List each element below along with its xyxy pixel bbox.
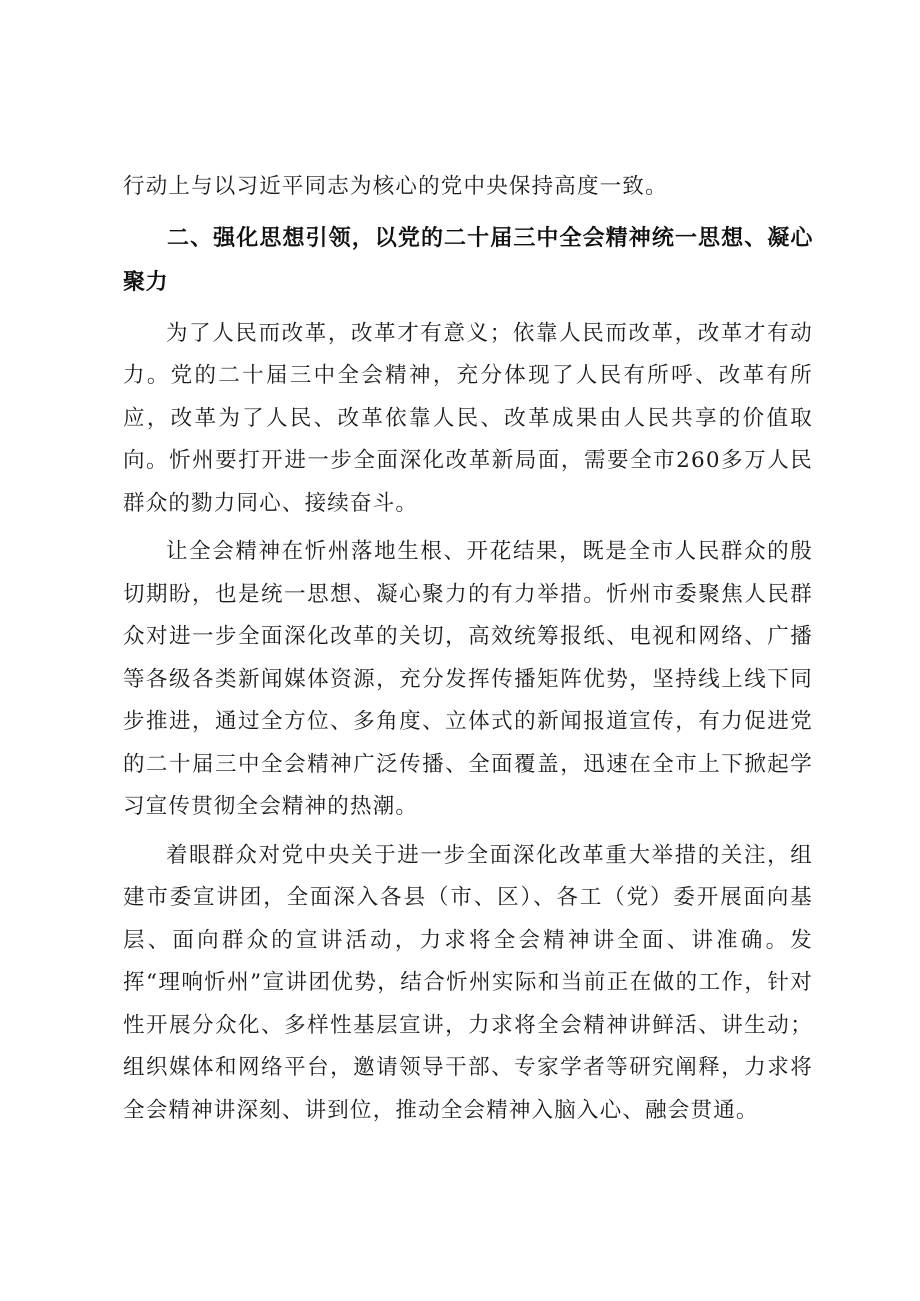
document-body (123, 166, 813, 1132)
body-paragraph-3: 着眼群众对党中央关于进一步全面深化改革重大举措的关注，组建市委宣讲团，全面深入各县（市、区）、各工（党）委开展面向基层、面向群众的宣讲活动，力求将全会精神讲全面、讲准确。发挥“理响忻州”宣讲团优势，结合忻州实际和当前正在做的工作，针对性开展分众化、多样性基层宣讲，力求将全会精神讲鲜活、讲生动；组织媒体和网络平台，邀请领导干部、专家学者等研究阐释，力求将全会精神讲深刻、讲到位，推动全会精神入脑入心、融会贯通。 (123, 842, 813, 1123)
section-heading: 二、强化思想引领，以党的二十届三中全会精神统一思想、凝心聚力 (123, 225, 813, 295)
body-paragraph-2: 让全会精神在忻州落地生根、开花结果，既是全市人民群众的殷切期盼，也是统一思想、凝心聚力的有力举措。忻州市委聚焦人民群众对进一步全面深化改革的关切，高效统筹报纸、电视和网络、广播等各级各类新闻媒体资源，充分发挥传播矩阵优势，坚持线上线下同步推进，通过全方位、多角度、立体式的新闻报道宣传，有力促进党的二十届三中全会精神广泛传播、全面覆盖，迅速在全市上下掀起学习宣传贯彻全会精神的热潮。 (123, 539, 813, 819)
continued-paragraph-line: 行动上与以习近平同志为核心的党中央保持高度一致。 (123, 174, 668, 199)
spacer (123, 209, 813, 215)
body-paragraph-1: 为了人民而改革，改革才有意义；依靠人民而改革，改革才有动力。党的二十届三中全会精神，充分体现了人民有所呼、改革有所应，改革为了人民、改革依靠人民、改革成果由人民共享的价值取向。忻州要打开进一步全面深化改革新局面，需要全市260多万人民群众的勠力同心、接续奋斗。 (123, 320, 813, 516)
